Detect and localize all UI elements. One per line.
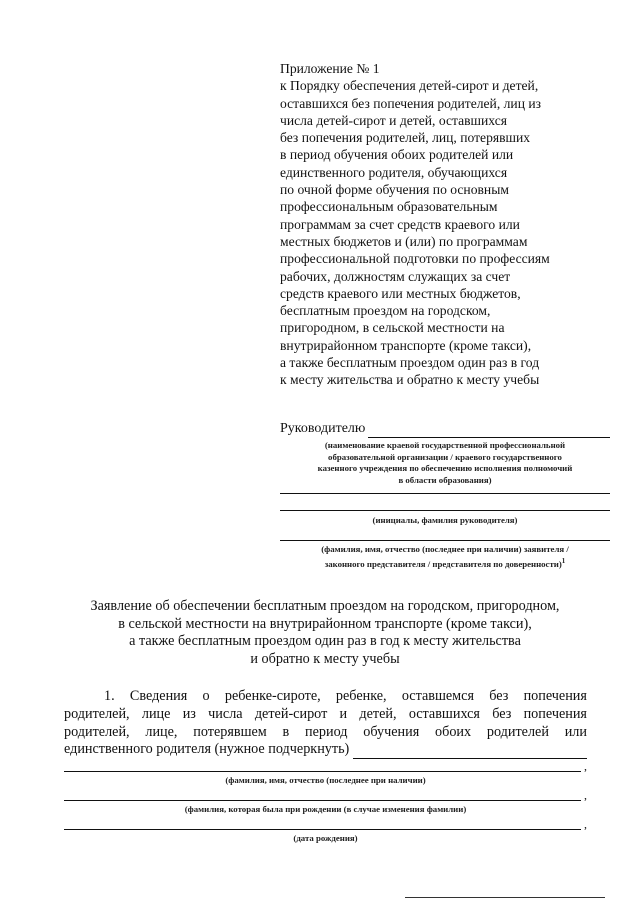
paragraph-line — [64, 724, 587, 742]
comma: , — [584, 759, 587, 773]
birth-surname-line — [64, 800, 581, 801]
footnote-mark: 1 — [561, 556, 566, 565]
title-line: в сельской местности на внутрирайонном транспорте (кроме такси), — [118, 615, 532, 632]
paragraph-word: родителей — [486, 723, 549, 740]
appendix-line: к Порядку обеспечения детей-сирот и детей, — [280, 78, 539, 94]
birth-date-caption: (дата рождения) — [293, 833, 358, 843]
applicant-caption-line: (фамилия, имя, отчество (последнее при наличии) заявителя / — [321, 543, 569, 554]
paragraph-word: оставшихся — [408, 705, 480, 722]
comma: , — [584, 788, 587, 802]
appendix-line: единственного родителя, обучающихся — [280, 164, 508, 180]
addressee-input-line[interactable] — [368, 423, 610, 438]
paragraph-word: 1. — [104, 688, 115, 704]
addressee-row — [280, 420, 610, 438]
org-caption — [280, 440, 610, 486]
applicant-caption — [280, 544, 610, 570]
paragraph-word: или — [564, 723, 587, 740]
fio-field[interactable] — [64, 758, 587, 772]
head-caption: (инициалы, фамилия руководителя) — [372, 515, 518, 526]
appendix-line: средств краевого или местных бюджетов, — [280, 285, 521, 301]
appendix-line: а также бесплатным проездом один раз в год — [280, 355, 540, 371]
paragraph-word: обоих — [435, 723, 472, 740]
paragraph-word: попечения — [523, 688, 587, 704]
paragraph-word: ребенке, — [335, 688, 387, 704]
paragraph-word: обучения — [363, 723, 420, 740]
appendix-line: к месту жительства и обратно к месту учебы — [280, 372, 540, 388]
org-caption-line: в области образования) — [398, 474, 492, 485]
fio-caption: (фамилия, имя, отчество (последнее при наличии) — [225, 775, 426, 785]
paragraph-word: попечения — [523, 705, 587, 722]
comma: , — [584, 817, 587, 831]
paragraph-word: из — [182, 705, 196, 722]
appendix-line: бесплатным проездом на городском, — [280, 303, 491, 319]
appendix-line: программам за счет средств краевого или — [280, 216, 520, 232]
paragraph-word: детей, — [359, 705, 397, 722]
paragraph-word: оставшемся — [401, 688, 474, 704]
appendix-line: по очной форме обучения по основным — [280, 182, 509, 198]
paragraph-line — [64, 741, 587, 759]
head-input-line[interactable] — [280, 510, 610, 511]
paragraph-line — [64, 688, 587, 706]
title-line: Заявление об обеспечении бесплатным проездом на городском, пригородном, — [90, 598, 560, 614]
appendix-line: пригородном, в сельской местности на — [280, 320, 505, 336]
birth-surname-field[interactable] — [64, 787, 587, 801]
applicant-input-line[interactable] — [280, 540, 610, 541]
appendix-line: без попечения родителей, лиц, потерявших — [280, 130, 531, 146]
paragraph-word: лице — [141, 705, 171, 722]
paragraph-word: период — [305, 723, 348, 740]
birth-date-line — [64, 829, 581, 830]
paragraph-line — [64, 706, 587, 724]
appendix-line: Приложение № 1 — [280, 61, 380, 76]
title-line: и обратно к месту учебы — [250, 650, 400, 667]
paragraph-word: родителей, — [64, 723, 130, 740]
paragraph-word: о — [202, 688, 210, 704]
appendix-line: в период обучения обоих родителей или — [280, 147, 514, 163]
paragraph-word: в — [282, 723, 290, 740]
paragraph-word: ребенке-сироте, — [224, 688, 321, 704]
org-caption-line: (наименование краевой государственной профессиональной — [324, 440, 566, 450]
org-input-line[interactable] — [280, 493, 610, 494]
title-line: а также бесплатным проездом один раз в год к месту жительства — [129, 633, 521, 649]
birth-surname-caption: (фамилия, которая была при рождении (в случае изменения фамилии) — [184, 804, 467, 814]
applicant-caption-line: законного представителя / представителя по доверенности)$^1$ — [324, 556, 566, 569]
paragraph-word: детей-сирот — [254, 705, 328, 722]
paragraph-text: единственного родителя (нужное подчеркнуть) — [64, 741, 350, 758]
appendix-line: местных бюджетов и (или) по программам — [280, 233, 528, 249]
statement-title — [40, 598, 610, 668]
paragraph-word: родителей, — [64, 705, 130, 722]
org-caption-line: образовательной организации / краевого государственного — [328, 451, 562, 462]
org-caption-line: казенного учреждения по обеспечению исполнения полномочий — [317, 463, 573, 474]
paragraph-word: потерявшем — [193, 723, 267, 740]
appendix-line: числа детей-сирот и детей, оставшихся — [280, 112, 507, 128]
appendix-line: оставшихся без попечения родителей, лиц из — [280, 95, 542, 111]
paragraph-word: числа — [208, 705, 243, 722]
section-1-paragraph — [64, 688, 587, 759]
paragraph-word: и — [339, 705, 348, 722]
footnote-separator — [405, 897, 605, 898]
appendix-line: рабочих, должностям служащих за счет — [280, 268, 511, 284]
addressee-block — [280, 420, 610, 570]
paragraph-word: без — [489, 688, 509, 704]
paragraph-word: лице, — [145, 723, 178, 740]
addressee-label: Руководителю — [280, 421, 366, 436]
paragraph-word: без — [492, 705, 512, 722]
paragraph-word: Сведения — [129, 688, 188, 704]
appendix-line: профессиональной подготовки по профессиям — [280, 251, 550, 267]
birth-date-field[interactable] — [64, 816, 587, 830]
appendix-line: внутрирайонном транспорте (кроме такси), — [280, 337, 532, 353]
appendix-line: профессиональным образовательным — [280, 199, 498, 215]
fio-line — [64, 771, 581, 772]
appendix-header — [280, 60, 620, 389]
